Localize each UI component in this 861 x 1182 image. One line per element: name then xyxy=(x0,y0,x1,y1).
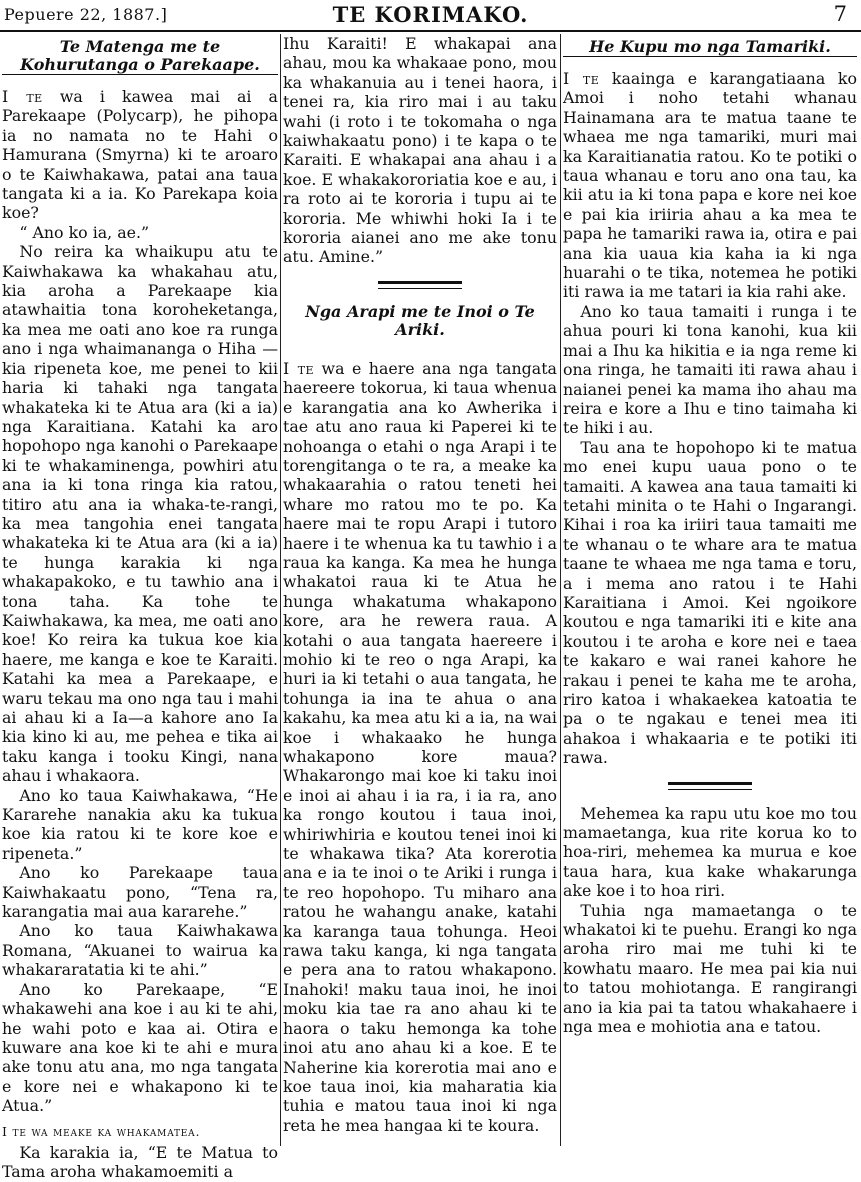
paragraph: Ihu Karaiti! E whakapai ana ahau, mou ka whakaae pono, mou ka whakanuia au i tenei haora, i tenei ra, kia riro mai i au taku wahi (i roto i te tokomaha o nga kaiwhakaatu pono) i te kapa o te Karaiti. E whakapai ana ahau i a koe. E whakakororiatia koe e au, i ra roto ai te kororia i tupu ai te kororia. Me whiwhi hoki Ia i te kororia aianei ano me ake tonu atu. Amine.” xyxy=(283,34,557,267)
spacer xyxy=(283,347,557,359)
issue-date: Pepuere 22, 1887.] xyxy=(4,5,168,24)
paragraph: “ Ano ko ia, ae.” xyxy=(19,222,150,242)
divider-rule xyxy=(668,782,752,790)
column-2 xyxy=(283,34,557,1146)
column-3 xyxy=(563,34,857,1146)
page-number: 7 xyxy=(833,2,847,26)
subheading: I te wa meake ka whakamatea. xyxy=(2,1123,201,1139)
paragraph: Ano ko taua Kaiwhakawa Romana, “Akuanei to wairua ka whakararatatia ki te ahi.” xyxy=(2,921,278,980)
paragraph: Ano ko Parekaape, “E whakawehi ana koe i au ki te ahi, he wahi poto e kaa ai. Otira e kuware ana koe ki te ahi e mura ake tonu atu ana, mo nga tangata e kore nei e whakapono ki te Atua.” xyxy=(2,979,278,1116)
masthead xyxy=(0,0,861,32)
paragraph: Tau ana te hopohopo ki te matua mo enei kupu uaua pono o te tamaiti. A kawea ana taua tamaiti ki tetahi minita o te Hahi o Ingarangi. Kihai i roa ka iriiri taua tamaiti me te whanau o te whare ara te matua taane te whaea me nga tama e toru, a i mema ano ratou i te Hahi Karaitiana i Amoi. Kei ngoikore koutou e nga tamariki iti e kite ana koutou i te aroha e kore nei e taea te kakaro e wai ranei kahore he rakau i penei te kaha me te aroha, riro katoa i whakaekea katoatia te pa o te ngakau e tenei mea iti ahakoa i whakaaria e te potiki iti rawa. xyxy=(563,437,857,768)
column-rule xyxy=(280,34,281,1146)
paragraph: Ano ko taua tamaiti i runga i te ahua pouri ki tona kanohi, kua kii mai a Ihu ka hikitia e ia nga reme ki ona ringa, he tamaiti iti rawa ahau i naianei penei ka mama iho ahau ma reira e kore a Ihu e tino taimaha ki te hiki i au. xyxy=(563,301,857,438)
paragraph: No reira ka whaikupu atu te Kaiwhakawa ka whakahau atu, kia aroha a Parekaape kia atawhaitia tona koroheketanga, ka mea me oati ano koe ra runga ano i nga whaimananga o Hiha —kia ripeneta koe, me penei to kii haria ki tahaki nga tangata whakateka ki te Atua ara (ki a ia) nga Karaitiana. Katahi ka aro hopohopo nga kanohi o Parekaape ki te whakaminenga, powhiri atu ana ia ki tona ringa kia ratou, titiro atu ana ia whaka-te-rangi, ka mea tangohia enei tangata whakateka ki te Atua ara (ki a ia) te hunga karakia ki nga whakapakoko, e tu tawhio ana i tona taha. Ka tohe te Kaiwhakawa, ka mea, me oati ano koe! Ko reira ka tukua koe kia haere, me kanga e koe te Karaiti. Katahi ka mea a Parekaape, e waru tekau ma ono nga tau i mahi ai ahau ki a Ia—a kahore ano Ia kia kino ki au, me pehea e tika ai taku kanga i tooku Kingi, nana ahau i whakaora. xyxy=(2,242,278,786)
column-1 xyxy=(2,34,278,1182)
column-rule xyxy=(560,34,561,1146)
article-title: He Kupu mo nga Tamariki. xyxy=(563,38,857,57)
paragraph: I te wa e haere ana nga tangata haereere tokorua, ki taua whenua e karangatia ana ko Awherika i tae atu ano raua ki Paperei ki te nohoanga o etahi o nga Arapi i te torengitanga o te ra, a meake ka whakaarahia o ratou teneti hei whare mo ratou mo te po. Ka haere mai te ropu Arapi i tutoro haere i te whenua ka tu tawhio i a raua ka kanga. Ka mea he hunga whakatoi raua ki te Atua he hunga whakatuma whakapono kore, ara he rewera raua. A kotahi o aua tangata haereere i mohio ki te reo o nga Arapi, ka huri ia ki tetahi o aua tangata, he tohunga ia ina te ahua o ana kakahu, ka mea atu ki a ia, na wai koe i whakaako he hunga whakapono kore maua? Whakarongo mai koe ki taku inoi e inoi ai ahau i ia ra, i ia ra, ano ka rongo koutou i taua inoi, whiriwhiria e koutou tenei inoi ki te whakawa tika? Ata korerotia ana e ia te inoi o te Ariki i runga i te reo hopohopo. Tu miharo ana ratou he wahangu anake, katahi ka karanga taua tohunga. Heoi rawa taku kanga, ki nga tangata e pera ana to ratou whakapono. Inahoki! maku taua inoi, he inoi moku kia tae ra ano ahau ki te haora o taku hemonga ka tohe inoi atu ano ahau ki a koe. E te Naherine kia korerotia mai ano e koe taua inoi, kia maharatia kia tuhia e matou taua inoi ki nga reta he mea hangaa ki te koura. xyxy=(283,358,557,1135)
divider-rule xyxy=(378,281,462,289)
paragraph: Ano ko taua Kaiwhakawa, “He Kararehe nanakia aku ka tukua koe kia ratou ki te kore koe e ripeneta.” xyxy=(2,785,278,863)
article-title: Te Matenga me te Kohurutanga o Parekaape. xyxy=(2,38,278,75)
paragraph: Tuhia nga mamaetanga o te whakatoi ki te puehu. Erangi ko nga aroha riro mai me tuhi ki te kowhatu maaro. He mea pai kia nui to tatou mohiotanga. E rangirangi ano ia kia pai ta tatou whakahaere i nga mea e mohiotia ana e tatou. xyxy=(563,900,857,1037)
newspaper-title: TE KORIMAKO. xyxy=(332,2,529,27)
paragraph: Ano ko Parekaape taua Kaiwhakaatu pono, “Tena ra, karangatia mai aua kararehe.” xyxy=(2,863,278,922)
article-title: Nga Arapi me te Inoi o Te Ariki. xyxy=(305,301,535,339)
paragraph: I te kaainga e karangatiaana ko Amoi i noho tetahi whanau Hainamana ara te matua taane te whaea me nga tamariki, muri mai ka Karaitianatia ratou. Ko te potiki o taua whanau e toru ano ona tau, ka kii atu ia ki tona papa e kore nei koe e pai kia iriiria ahau a ka mea te papa he tamariki rawa ia, otira e pai ana kia uaua kia kaha ia ki nga huarahi o te tika, notemea he potiki iti rawa ia me tatari ia kia rahi ake. xyxy=(563,69,857,302)
paragraph: I te wa i kawea mai ai a Parekaape (Polycarp), he pihopa ia no namata no te Hahi o Hamurana (Smyrna) ki te aroaro o te Kaiwhakawa, patai ana taua tangata ki a ia. Ko Parekapa koia koe? xyxy=(2,87,278,223)
paragraph: Ka karakia ia, “E te Matua to Tama aroha whakamoemiti a xyxy=(2,1142,278,1182)
paragraph: Mehemea ka rapu utu koe mo tou mamaetanga, kua rite korua ko to hoa-riri, mehemea ka murua e koe taua hara, kua kake whakarunga ake koe i to hoa riri. xyxy=(563,803,857,901)
